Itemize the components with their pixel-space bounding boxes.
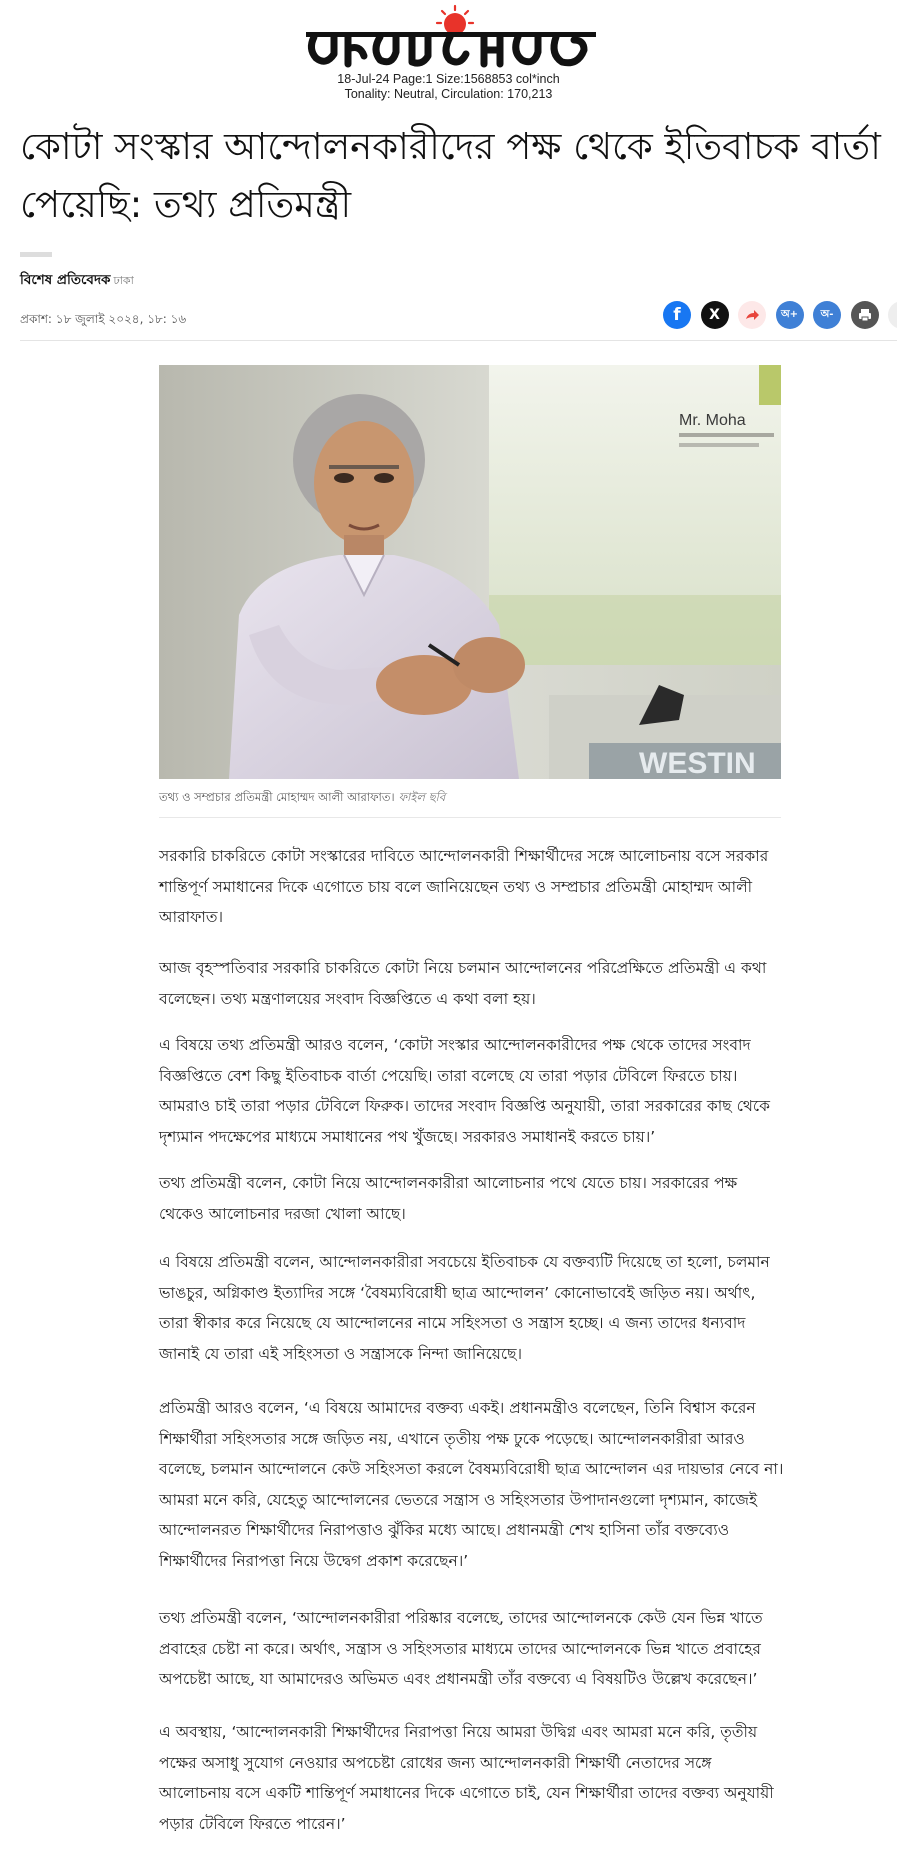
article-headline: কোটা সংস্কার আন্দোলনকারীদের পক্ষ থেকে ইতিবাচক বার্তা পেয়েছি: তথ্য প্রতিমন্ত্রী [20, 125, 881, 226]
font-increase-button[interactable] [776, 301, 804, 329]
x-icon: X [709, 307, 720, 323]
paragraph-8: এ অবস্থায়, ‘আন্দোলনকারী শিক্ষার্থীদের নিরাপত্তা নিয়ে আমরা উদ্বিগ্ন এবং আমরা মনে করি, তৃতীয় পক্ষের অসাধু সুযোগ নেওয়ার অপচেষ্টা রোধের জন্য আন্দোলনকারী শিক্ষার্থী নেতাদের সঙ্গে আলোচনায় বসে একটি শান্তিপূর্ণ সমাধানের দিকে এগোতে চাই, যেন শিক্ষার্থীরা তাদের বক্তব্য অনুযায়ী পড়ার টেবিলে ফিরতে পারেন।’ [159, 1723, 774, 1833]
facebook-icon: f [673, 305, 681, 325]
header-divider [20, 340, 897, 341]
paragraph-4: তথ্য প্রতিমন্ত্রী বলেন, কোটা নিয়ে আন্দোলনকারীরা আলোচনার পথে যেতে চায়। সরকারের পক্ষ থেকেও আলোচনার দরজা খোলা আছে। [159, 1174, 738, 1223]
paragraph-3: এ বিষয়ে তথ্য প্রতিমন্ত্রী আরও বলেন, ‘কোটা সংস্কার আন্দোলনকারীদের পক্ষ থেকে তাদের সংবাদ বিজ্ঞপ্তিতে বেশ কিছু ইতিবাচক বার্তা পেয়েছি। তারা বলেছে যে তারা পড়ার টেবিলে ফিরতে চায়। আমরাও চাই তারা পড়ার টেবিলে ফিরুক। তাদের সংবাদ বিজ্ঞপ্তি অনুযায়ী, তারা সরকারের কাছ থেকে দৃশ্যমান পদক্ষেপের মাধ্যমে সমাধানের পথ খুঁজছে। সরকারও সমাধানই করতে চায়।’ [159, 1036, 770, 1146]
paragraph-2: আজ বৃহস্পতিবার সরকারি চাকরিতে কোটা নিয়ে চলমান আন্দোলনের পরিপ্রেক্ষিতে প্রতিমন্ত্রী এ কথা বলেছেন। তথ্য মন্ত্রণালয়ের সংবাদ বিজ্ঞপ্তিতে এ কথা বলা হয়। [159, 959, 767, 1008]
print-button[interactable] [851, 301, 879, 329]
svg-text:WESTIN: WESTIN [639, 747, 756, 779]
paragraph-6: প্রতিমন্ত্রী আরও বলেন, ‘এ বিষয়ে আমাদের বক্তব্য একই। প্রধানমন্ত্রীও বলেছেন, তিনি বিশ্বাস করেন শিক্ষার্থীরা সহিংসতার সঙ্গে জড়িত নয়, এখানে তৃতীয় পক্ষ ঢুকে পড়েছে। আন্দোলনকারীরা আরও বলেছে, চলমান আন্দোলনে কেউ সহিংসতা করলে বৈষম্যবিরোধী ছাত্র আন্দোলন এর দায়ভার নেবে না। আমরা মনে করি, যেহেতু আন্দোলনের ভেতরে সন্ত্রাস ও সহিংসতার উপাদানগুলো দৃশ্যমান, কাজেই আন্দোলনরত শিক্ষার্থীদের নিরাপত্তাও ঝুঁকির মধ্যে আছে। প্রধানমন্ত্রী শেখ হাসিনা তাঁর বক্তব্যেও শিক্ষার্থীদের নিরাপত্তা নিয়ে উদ্বেগ প্রকাশ করেছেন।’ [159, 1399, 784, 1570]
caption-text: তথ্য ও সম্প্রচার প্রতিমন্ত্রী মোহাম্মদ আলী আরাফাত। [159, 790, 395, 804]
publish-date: প্রকাশ: ১৮ জুলাই ২০২৪, ১৮: ১৬ [20, 312, 187, 326]
caption-divider [159, 817, 781, 818]
clip-metadata [0, 72, 897, 102]
paragraph-5: এ বিষয়ে প্রতিমন্ত্রী বলেন, আন্দোলনকারীরা সবচেয়ে ইতিবাচক যে বক্তব্যটি দিয়েছে তা হলো, চলমান ভাঙচুর, অগ্নিকাণ্ড ইত্যাদির সঙ্গে ‘বৈষম্যবিরোধী ছাত্র আন্দোলন’ কোনোভাবেই জড়িত নয়। অর্থাৎ, তারা স্বীকার করে নিয়েছে যে আন্দোলনের নামে সহিংসতা ও সন্ত্রাস হচ্ছে। এ জন্য তাদের ধন্যবাদ জানাই যে তারা এই সহিংসতা ও সন্ত্রাসকে নিন্দা জানিয়েছে। [159, 1253, 770, 1363]
print-icon [857, 307, 873, 323]
masthead [0, 0, 897, 108]
slide-name-text: Mr. Moha [679, 412, 746, 429]
paragraph-7: তথ্য প্রতিমন্ত্রী বলেন, ‘আন্দোলনকারীরা পরিষ্কার বলেছে, তাদের আন্দোলনকে কেউ যেন ভিন্ন খাতে প্রবাহের চেষ্টা না করে। অর্থাৎ, সন্ত্রাস ও সহিংসতার মাধ্যমে তাদের আন্দোলনকে ভিন্ন খাতে প্রবাহের অপচেষ্টা আছে, যা আমাদেরও অভিমত এবং প্রধানমন্ত্রী তাঁর বক্তব্যে এ বিষয়টিও উল্লেখ করেছেন।’ [159, 1609, 763, 1688]
logo-graphic [300, 4, 600, 72]
x-share-button[interactable] [701, 301, 729, 329]
share-toolbar [663, 301, 897, 331]
article-photo[interactable] [159, 365, 781, 779]
font-decrease-button[interactable] [813, 301, 841, 329]
photo-caption [159, 789, 781, 808]
divider-bar [20, 252, 52, 257]
author-name[interactable]: বিশেষ প্রতিবেদক [20, 272, 111, 288]
share-button[interactable] [738, 301, 766, 329]
more-options-button[interactable] [888, 301, 897, 329]
font-increase-icon: অ+ [780, 308, 799, 320]
speaker-photo [159, 365, 781, 779]
facebook-share-button[interactable] [663, 301, 691, 329]
caption-credit: ফাইল ছবি [398, 790, 446, 804]
paragraph-1: সরকারি চাকরিতে কোটা সংস্কারের দাবিতে আন্দোলনকারী শিক্ষার্থীদের সঙ্গে আলোচনায় বসে সরকার শান্তিপূর্ণ সমাধানের দিকে এগোতে চায় বলে জানিয়েছেন তথ্য ও সম্প্রচার প্রতিমন্ত্রী মোহাম্মদ আলী আরাফাত। [159, 847, 769, 926]
byline [20, 269, 134, 292]
share-arrow-icon [744, 307, 760, 323]
clip-tonality-circulation: Tonality: Neutral, Circulation: 170,213 [344, 87, 553, 101]
font-decrease-icon: অ- [820, 308, 834, 320]
byline-location: ঢাকা [113, 274, 134, 287]
prothom-alo-logo[interactable] [300, 4, 600, 72]
clip-date-size: 18-Jul-24 Page:1 Size:1568853 col*inch [337, 72, 560, 86]
